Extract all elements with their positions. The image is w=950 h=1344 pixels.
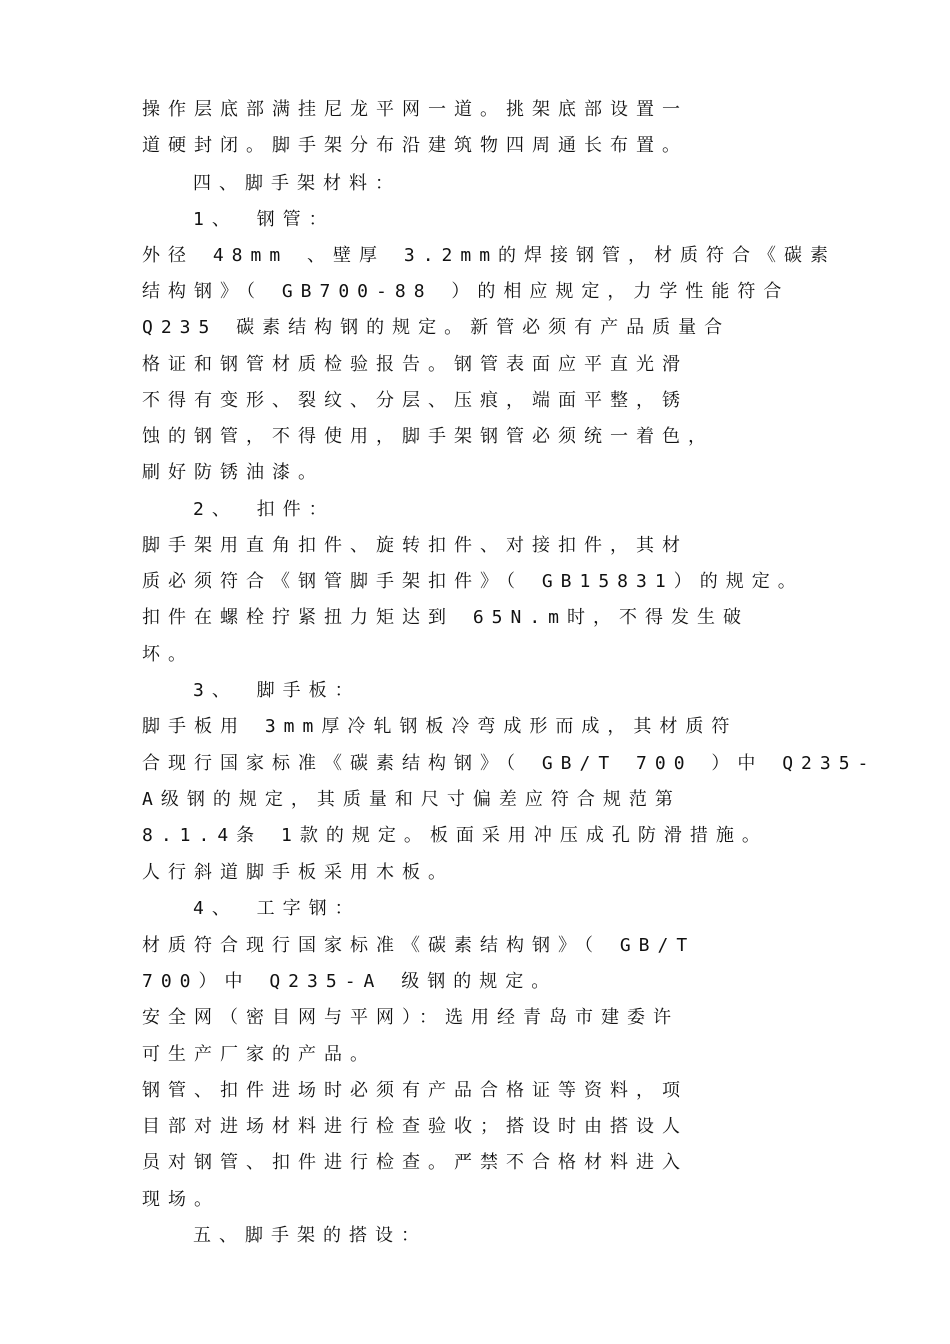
text-line: 安全网（密目网与平网）：选用经青岛市建委许 <box>142 1007 679 1028</box>
text-line: 材质符合现行国家标准《碳素结构钢》（ GB/T <box>142 935 696 956</box>
text-line: 道硬封闭。脚手架分布沿建筑物四周通长布置。 <box>142 135 688 156</box>
text-line: 现场。 <box>142 1189 220 1210</box>
text-line: A级钢的规定，其质量和尺寸偏差应符合规范第 <box>142 789 681 810</box>
text-line: 格证和钢管材质检验报告。钢管表面应平直光滑 <box>142 354 688 375</box>
text-line: 700）中 Q235-A 级钢的规定。 <box>142 971 558 992</box>
subsection-heading: 2、 扣件： <box>193 499 335 520</box>
text-line: Q235 碳素结构钢的规定。新管必须有产品质量合 <box>142 317 731 338</box>
text-line: 合现行国家标准《碳素结构钢》（ GB/T 700 ）中 Q235- <box>142 753 877 774</box>
text-line: 钢管、扣件进场时必须有产品合格证等资料，项 <box>142 1080 688 1101</box>
text-line: 坏。 <box>142 644 194 665</box>
text-line: 外径 48mm 、壁厚 3.2mm的焊接钢管，材质符合《碳素 <box>142 245 837 266</box>
text-line: 脚手板用 3mm厚冷轧钢板冷弯成形而成，其材质符 <box>142 716 738 737</box>
text-line: 可生产厂家的产品。 <box>142 1044 376 1065</box>
text-line: 扣件在螺栓拧紧扭力矩达到 65N.m时，不得发生破 <box>142 607 750 628</box>
text-line: 脚手架用直角扣件、旋转扣件、对接扣件，其材 <box>142 535 688 556</box>
subsection-heading: 4、 工字钢： <box>193 898 361 919</box>
text-line: 不得有变形、裂纹、分层、压痕，端面平整，锈 <box>142 390 688 411</box>
text-line: 员对钢管、扣件进行检查。严禁不合格材料进入 <box>142 1152 688 1173</box>
text-line: 质必须符合《钢管脚手架扣件》（ GB15831）的规定。 <box>142 571 804 592</box>
section-heading: 四、脚手架材料： <box>193 173 401 194</box>
section-heading: 五、脚手架的搭设： <box>193 1225 427 1246</box>
text-line: 8.1.4条 1款的规定。板面采用冲压成孔防滑措施。 <box>142 825 768 846</box>
text-line: 刷好防锈油漆。 <box>142 462 324 483</box>
text-line: 目部对进场材料进行检查验收；搭设时由搭设人 <box>142 1116 688 1137</box>
subsection-heading: 3、 脚手板： <box>193 680 361 701</box>
subsection-heading: 1、 钢管： <box>193 209 335 230</box>
text-line: 蚀的钢管，不得使用，脚手架钢管必须统一着色， <box>142 426 714 447</box>
text-line: 结构钢》（ GB700-88 ）的相应规定，力学性能符合 <box>142 281 790 302</box>
text-line: 操作层底部满挂尼龙平网一道。挑架底部设置一 <box>142 99 688 120</box>
text-line: 人行斜道脚手板采用木板。 <box>142 862 454 883</box>
